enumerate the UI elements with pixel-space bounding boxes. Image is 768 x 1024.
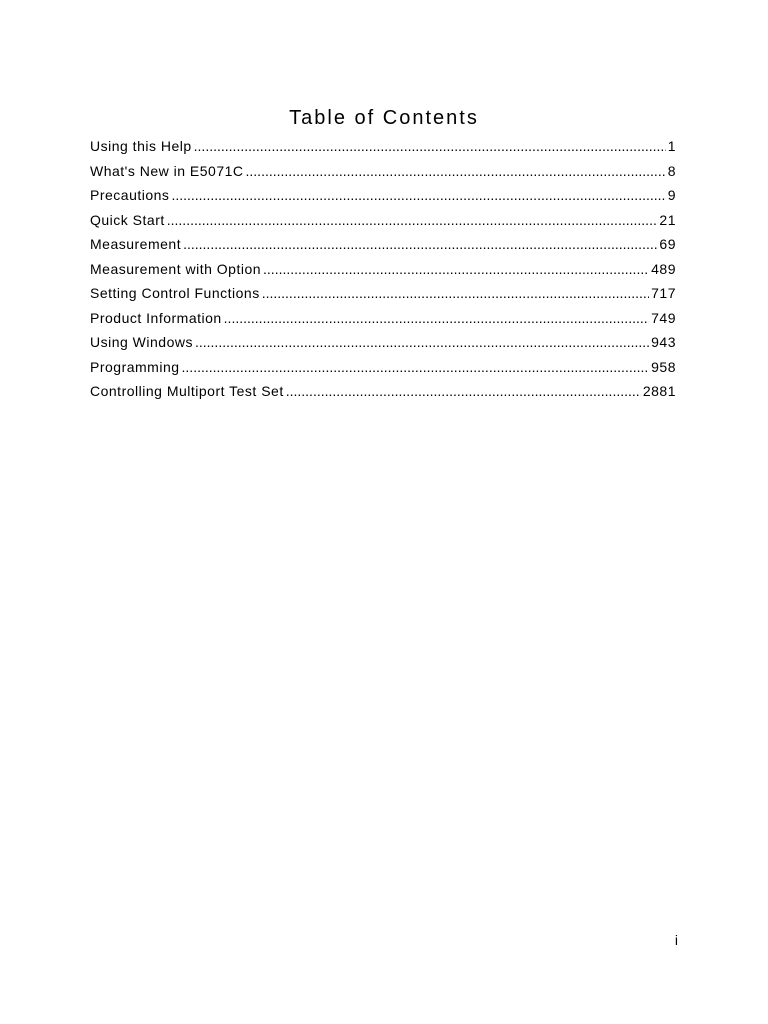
dot-leader <box>286 381 641 401</box>
dot-leader <box>262 283 649 303</box>
toc-entry-using-this-help[interactable] <box>90 136 676 161</box>
page-title: Table of Contents <box>289 107 479 129</box>
toc-entry-setting-control-functions[interactable] <box>90 283 676 308</box>
toc-entry-page: 943 <box>651 334 676 350</box>
toc-entry-page: 489 <box>651 260 676 277</box>
toc-entry-page: 8 <box>667 162 676 179</box>
toc-entry-page: 21 <box>659 211 676 228</box>
dot-leader <box>182 357 650 377</box>
dot-leader <box>263 259 649 279</box>
toc-entry-page: 69 <box>659 236 676 252</box>
dot-leader <box>183 234 657 254</box>
toc-entry-quick-start[interactable] <box>90 210 676 235</box>
table-of-contents <box>90 136 676 406</box>
toc-entry-page: 749 <box>651 309 676 326</box>
dot-leader <box>195 332 649 352</box>
toc-entry-page: 2881 <box>642 383 676 399</box>
toc-entry-product-information[interactable] <box>90 308 676 333</box>
toc-entry-measurement[interactable] <box>90 234 676 259</box>
toc-entry-label: Product Information <box>90 309 222 326</box>
toc-entry-label: Using Windows <box>90 334 193 350</box>
toc-entry-using-windows[interactable] <box>90 332 676 357</box>
toc-entry-page: 717 <box>651 285 676 301</box>
page-number: i <box>674 932 678 948</box>
toc-entry-programming[interactable] <box>90 357 676 382</box>
dot-leader <box>167 210 658 230</box>
dot-leader <box>171 185 665 205</box>
toc-entry-label: Precautions <box>90 187 170 203</box>
toc-entry-controlling-multiport-test-set[interactable] <box>90 381 676 406</box>
toc-entry-page: 958 <box>651 358 676 375</box>
toc-entry-label: Measurement <box>90 236 182 252</box>
dot-leader <box>224 308 649 328</box>
toc-entry-measurement-with-option[interactable] <box>90 259 676 284</box>
toc-entry-label: Controlling Multiport Test Set <box>90 383 284 399</box>
toc-entry-label: Programming <box>90 358 180 375</box>
toc-entry-label: Measurement with Option <box>90 260 262 277</box>
dot-leader <box>194 136 666 156</box>
toc-entry-whats-new[interactable] <box>90 161 676 186</box>
toc-entry-label: Setting Control Functions <box>90 285 260 301</box>
dot-leader <box>246 161 666 181</box>
toc-entry-page: 1 <box>667 138 676 154</box>
toc-entry-precautions[interactable] <box>90 185 676 210</box>
toc-entry-page: 9 <box>667 187 676 203</box>
toc-entry-label: Using this Help <box>90 138 192 154</box>
toc-entry-label: What's New in E5071C <box>90 162 244 179</box>
toc-entry-label: Quick Start <box>90 211 165 228</box>
